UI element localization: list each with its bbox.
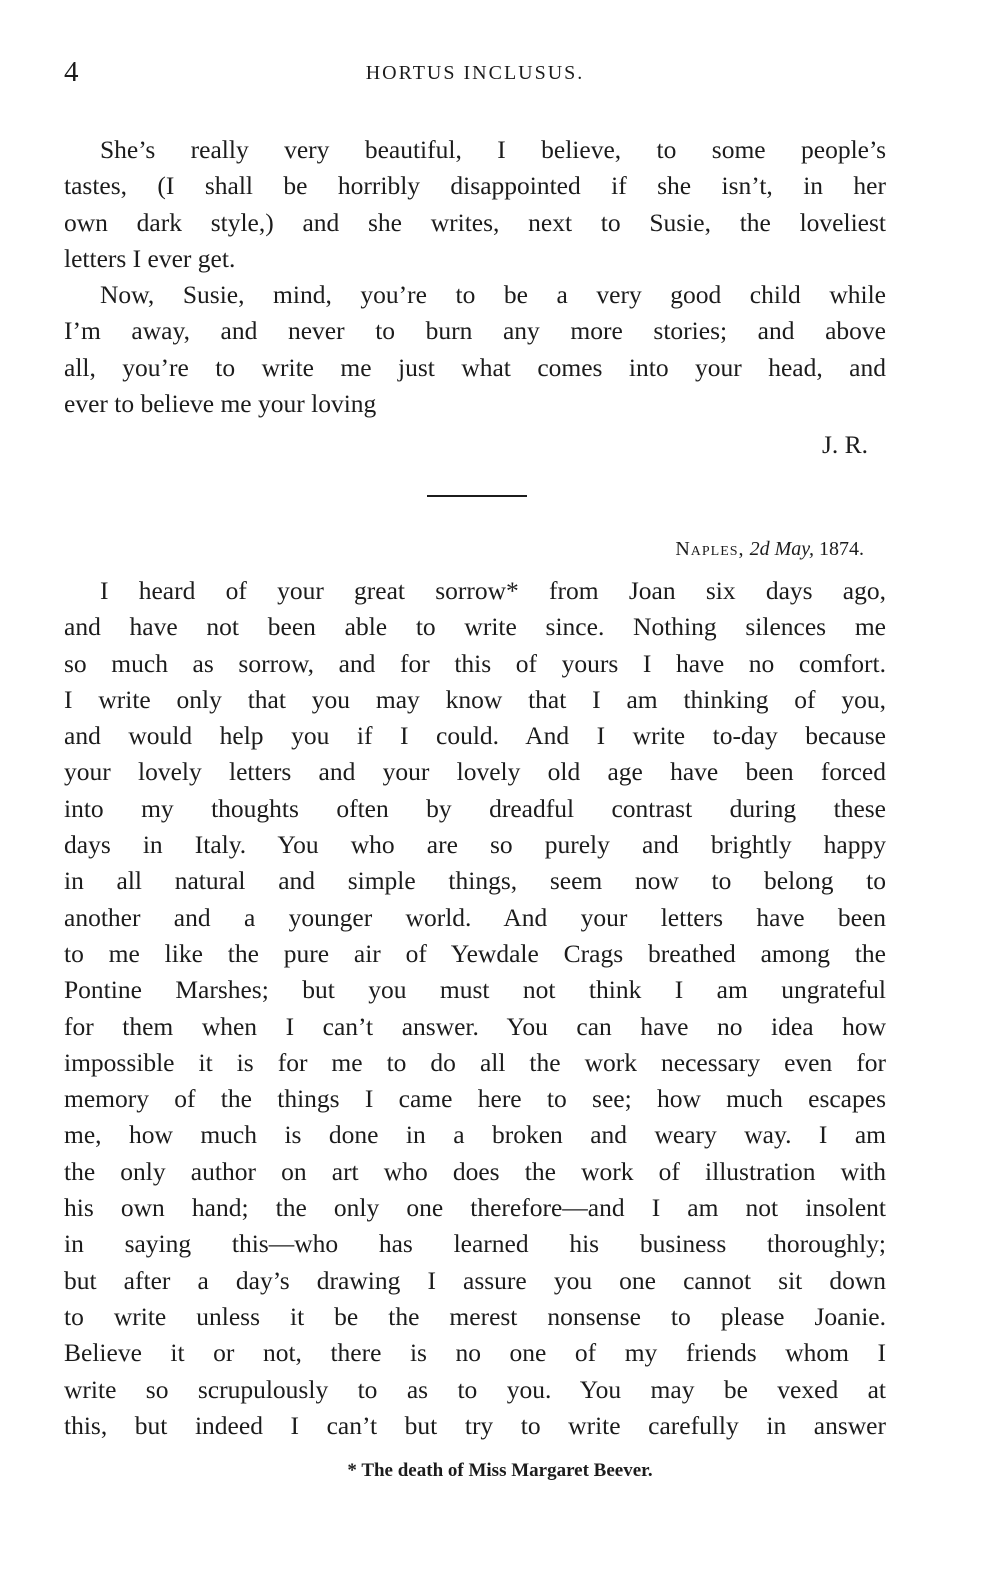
text-line: to write unless it be the merest nonsense to please Joanie. — [64, 1301, 886, 1331]
text-line: his own hand; the only one therefore—and I am not insolent — [64, 1193, 886, 1223]
text-line: own dark style,) and she writes, next to Susie, the loveliest — [64, 207, 886, 237]
letter-2-body — [64, 573, 886, 1444]
dateline — [675, 538, 864, 561]
text-line: write so scrupulously to as to you. You may be vexed at — [64, 1374, 886, 1404]
section-divider — [427, 495, 527, 497]
dateline-place: Naples, — [675, 538, 745, 560]
text-line: in all natural and simple things, seem now to belong to — [64, 866, 886, 896]
text-line: your lovely letters and your lovely old age have been forced — [64, 757, 886, 787]
text-line: memory of the things I came here to see; how much escapes — [64, 1084, 886, 1114]
text-line: this, but indeed I can’t but try to write carefully in answer — [64, 1410, 886, 1440]
dateline-year: 1874. — [819, 538, 864, 560]
dateline-day: 2d May, — [749, 538, 814, 560]
text-line: days in Italy. You who are so purely and brightly happy — [64, 830, 886, 860]
text-line: I’m away, and never to burn any more stories; and above — [64, 316, 886, 346]
text-line: Pontine Marshes; but you must not think I am ungrateful — [64, 975, 886, 1005]
text-line: to me like the pure air of Yewdale Crags breathed among the — [64, 938, 886, 968]
text-line: for them when I can’t answer. You can have no idea how — [64, 1011, 886, 1041]
text-line: me, how much is done in a broken and weary way. I am — [64, 1120, 886, 1150]
text-line: another and a younger world. And your letters have been — [64, 902, 886, 932]
running-title: HORTUS INCLUSUS. — [365, 62, 585, 84]
text-line: Believe it or not, there is no one of my friends whom I — [64, 1338, 886, 1368]
text-line: impossible it is for me to do all the work necessary even for — [64, 1047, 886, 1077]
running-header — [64, 56, 886, 92]
letter-1-body — [64, 132, 886, 422]
page-number: 4 — [64, 56, 79, 88]
text-line: tastes, (I shall be horribly disappointed if she isn’t, in her — [64, 171, 886, 201]
text-line: the only author on art who does the work of illustration with — [64, 1156, 886, 1186]
text-line: so much as sorrow, and for this of yours I have no comfort. — [64, 648, 886, 678]
text-line: I heard of your great sorrow* from Joan six days ago, — [100, 576, 886, 605]
text-line: Now, Susie, mind, you’re to be a very good child while — [100, 280, 886, 310]
text-line: and would help you if I could. And I write to-day because — [64, 721, 886, 751]
footnote: * The death of Miss Margaret Beever. — [347, 1460, 653, 1481]
signature: J. R. — [821, 430, 868, 459]
text-line: I write only that you may know that I am thinking of you, — [64, 684, 886, 714]
text-line: ever to believe me your loving — [64, 389, 377, 419]
text-line: letters I ever get. — [64, 243, 236, 273]
text-line: all, you’re to write me just what comes into your head, and — [64, 352, 886, 382]
text-line: in saying this—who has learned his business thoroughly; — [64, 1229, 886, 1259]
text-line: and have not been able to write since. Nothing silences me — [64, 612, 886, 642]
text-line: into my thoughts often by dreadful contrast during these — [64, 793, 886, 823]
text-line: but after a day’s drawing I assure you one cannot sit down — [64, 1265, 886, 1295]
text-line: She’s really very beautiful, I believe, to some people’s — [100, 135, 886, 164]
